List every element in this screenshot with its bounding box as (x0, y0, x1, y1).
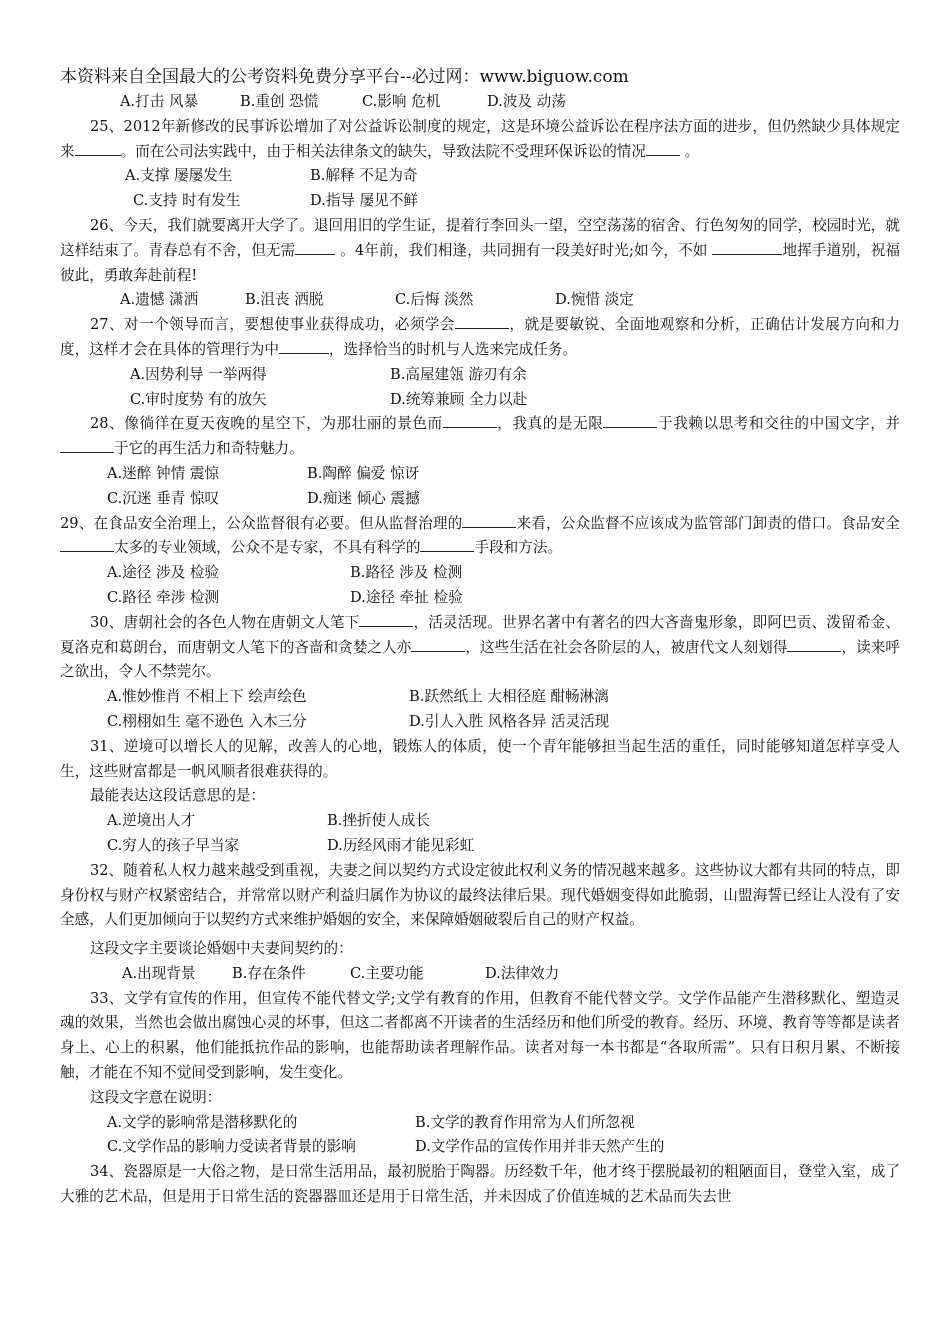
option-c: C.穷人的孩子早当家 (107, 836, 240, 854)
option-d: D.痴迷 倾心 震撼 (307, 489, 420, 507)
question-prompt: 最能表达这段话意思的是： (90, 787, 266, 805)
option-c: C.文学作品的影响力受读者背景的影响 (107, 1138, 356, 1156)
option-d: D.惋惜 淡定 (555, 291, 634, 309)
blank (60, 437, 114, 453)
blank (455, 313, 509, 329)
option-a: A.遗憾 潇洒 (120, 291, 199, 309)
option-a: A.惟妙惟肖 不相上下 绘声绘色 (107, 688, 307, 706)
option-a: A.途径 涉及 检验 (107, 564, 220, 582)
document-page (60, 64, 900, 1210)
blank (712, 239, 782, 255)
question-28: 28、像徜徉在夏天夜晚的星空下，为那壮丽的景色而 ，我真的是无限 于我赖以思考和交往的中国文字，并于它的再生活力和奇特魅力。 (60, 412, 900, 462)
option-c: C.审时度势 有的放矢 (130, 390, 267, 408)
blank (787, 636, 841, 652)
question-prompt: 这段文字意在说明： (90, 1088, 222, 1106)
option-c: C.主要功能 (350, 964, 424, 982)
question-prompt: 这段文字主要谈论婚姻中夫妻间契约的： (90, 940, 353, 958)
option-b: B.重创 恐慌 (240, 93, 319, 110)
question-32: 32、随着私人权力越来越受到重视，夫妻之间以契约方式设定彼此权利义务的情况越来越多。这些协议大都有共同的特点，即身份权与财产权紧密结合，并常常以财产利益归属作为协议的最终法律后果。现代婚姻变得如此脆弱，山盟海誓已经让人没有了安全感，人们更加倾向于以契约方式来维护婚姻的安全，来保障婚姻破裂后自己的财产权益。 (60, 861, 900, 929)
option-d: D.引人入胜 风格各异 活灵活现 (409, 712, 610, 730)
option-d: D.统筹兼顾 全力以赴 (390, 390, 528, 408)
options-q29 (107, 561, 900, 611)
options-q25 (125, 164, 900, 214)
blank (420, 536, 474, 552)
question-26: 26、今天，我们就要离开大学了。退回用旧的学生证，提着行李回头一望，空空荡荡的宿舍、行色匆匆的同学，校园时光，就这样结束了。青春总有不舍，但无需 。4年前，我们相逢，共同拥有一段美好时光;如今，不如 地挥手道别，祝福彼此，勇敢奔赴前程! (60, 216, 900, 284)
option-c: C.支持 时有发生 (133, 192, 241, 210)
options-q30 (107, 685, 900, 735)
option-a: A.迷醉 钟情 震惊 (107, 464, 220, 482)
blank (359, 611, 413, 627)
option-b: B.解释 不足为奇 (310, 167, 418, 185)
option-a: A.文学的影响常是潜移默化的 (107, 1113, 298, 1131)
option-d: D.指导 屡见不鲜 (310, 192, 419, 210)
question-30: 30、唐朝社会的各色人物在唐朝文人笔下 ，活灵活现。世界名著中有著名的四大吝啬鬼形象，即阿巴贡、泼留希金、夏洛克和葛朗台，而唐朝文人笔下的吝啬和贪婪之人亦 ，这些生活在社会各阶层的人，被唐代文人刻划得 ，读来呼之欲出，令人不禁莞尔。 (60, 611, 900, 685)
option-b: B.高屋建瓴 游刃有余 (390, 365, 527, 383)
blank (75, 140, 121, 156)
blank (443, 412, 497, 428)
question-27: 27、对一个领导而言，要想使事业获得成功，必须学会 ，就是要敏锐、全面地观察和分析，正确估计发展方向和力度，这样才会在具体的管理行为中 ，选择恰当的时机与人选来完成任务。 (60, 313, 900, 363)
question-29: 29、在食品安全治理上，公众监督很有必要。但从监督治理的 来看，公众监督不应该成为监管部门卸责的借口。食品安全太多的专业领域，公众不是专家，不具有科学的 手段和方法。 (60, 512, 900, 562)
options-q32 (122, 962, 900, 987)
question-33: 33、文学有宣传的作用，但宣传不能代替文学;文学有教育的作用，但教育不能代替文学。文学作品能产生潜移默化、塑造灵魂的效果，当然也会做出腐蚀心灵的坏事，但这二者都离不开读者的生活经历和他们所受的教育。经历、环境、教育等等都是读者身上、心上的积累，他们能抵抗作品的影响，也能帮助读者理解作品。读者对每一本书都是“各取所需”。只有日积月累、不断接触，才能在不知不觉间受到影响，发生变化。 (60, 989, 900, 1082)
option-c: C.栩栩如生 毫不逊色 入木三分 (107, 712, 307, 730)
blank (295, 239, 335, 255)
option-d: D.文学作品的宣传作用并非天然产生的 (415, 1138, 665, 1156)
option-a: A.出现背景 (122, 964, 196, 982)
source-header: 本资料来自全国最大的公考资料免费分享平台--必过网：www.biguow.com (60, 67, 629, 87)
option-b: B.陶醉 偏爱 惊讶 (307, 464, 420, 482)
blank (279, 338, 329, 354)
blank (60, 536, 114, 552)
blank (411, 636, 465, 652)
option-a: A.打击 风暴 (120, 93, 199, 110)
options-q33 (107, 1111, 900, 1161)
option-a: A.因势利导 一举两得 (130, 365, 267, 383)
blank (603, 412, 657, 428)
option-b: B.文学的教育作用常为人们所忽视 (415, 1113, 635, 1131)
blank (462, 512, 516, 528)
option-c: C.后悔 淡然 (395, 291, 474, 309)
question-25: 25、2012年新修改的民事诉讼增加了对公益诉讼制度的规定，这是环境公益诉讼在程序法方面的进步，但仍然缺少具体规定来 。而在公司法实践中，由于相关法律条文的缺失，导致法院不受理环保诉讼的情况 。 (60, 117, 900, 160)
option-b: B.跃然纸上 大相径庭 酣畅淋漓 (409, 688, 609, 706)
option-b: B.挫折使人成长 (327, 812, 430, 830)
option-b: B.路径 涉及 检测 (350, 564, 463, 582)
option-b: B.存在条件 (232, 964, 306, 982)
question-31: 31、逆境可以增长人的见解，改善人的心地，锻炼人的体质，使一个青年能够担当起生活的重任，同时能够知道怎样享受人生，这些财富都是一帆风顺者很难获得的。 (60, 737, 900, 780)
option-d: D.途径 牵扯 检验 (350, 588, 463, 606)
options-q31 (107, 809, 900, 859)
option-d: D.历经风雨才能见彩虹 (327, 836, 475, 854)
options-q26 (120, 288, 900, 313)
option-c: C.路径 牵涉 检测 (107, 588, 220, 606)
question-34: 34、瓷器原是一大俗之物，是日常生活用品，最初脱胎于陶器。历经数千年，他才终于摆脱最初的粗陋面目，登堂入室，成了大雅的艺术品，但是用于日常生活的瓷器器皿还是用于日常生活，并未因成了价值连城的艺术品而失去世 (60, 1163, 900, 1206)
option-c: C.沉迷 垂青 惊叹 (107, 489, 220, 507)
options-q27 (130, 363, 900, 413)
option-b: B.沮丧 洒脱 (245, 291, 324, 309)
options-q28 (107, 462, 900, 512)
option-d: D.波及 动荡 (487, 93, 566, 110)
option-a: A.逆境出人才 (107, 812, 196, 830)
blank (646, 140, 680, 156)
option-d: D.法律效力 (485, 964, 560, 982)
options-q24 (120, 90, 900, 115)
option-c: C.影响 危机 (362, 93, 441, 110)
option-a: A.支撑 屡屡发生 (125, 167, 233, 185)
